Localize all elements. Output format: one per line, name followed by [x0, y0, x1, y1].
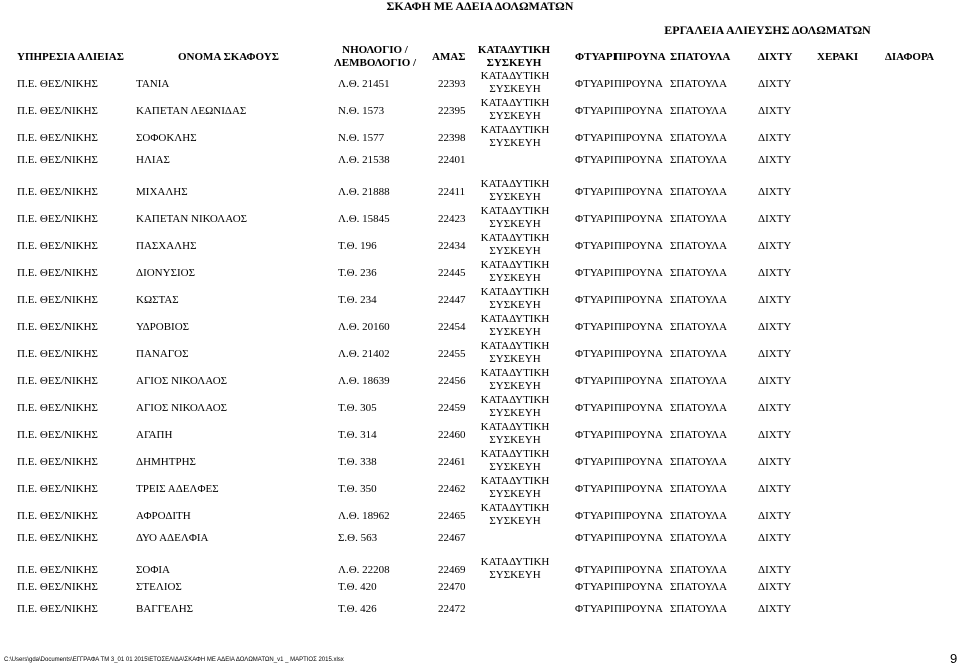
cell-tool-1: ΠΙΡΟΥΝΑ — [614, 348, 663, 360]
cell-tool-2: ΣΠΑΤΟΥΛΑ — [670, 483, 728, 495]
cell-diving-device-line1: ΚΑΤΑΔΥΤΙΚΗ — [480, 124, 550, 136]
footer-file-path: C:\Users\gda\Documents\ΕΓΓΡΑΦΑ ΤΜ 3_01 01 2015\ΕΤΟΣΕΛΙΔΑ\ΣΚΑΦΗ ΜΕ ΑΔΕΙΑ ΔΟΛΩΜΑΤΩΝ_v1 _ ΜΑΡΤΙΟΣ 2015.xlsx — [4, 657, 344, 663]
cell-tool-2: ΣΠΑΤΟΥΛΑ — [670, 375, 728, 387]
cell-tool-2: ΣΠΑΤΟΥΛΑ — [670, 581, 728, 593]
cell-registry: Ν.Θ. 1577 — [338, 132, 385, 144]
cell-tool-2: ΣΠΑΤΟΥΛΑ — [670, 154, 728, 166]
col-header-tool-0: ΦΤΥΑΡΙ — [575, 51, 617, 63]
cell-tool-2: ΣΠΑΤΟΥΛΑ — [670, 213, 728, 225]
cell-amas: 22401 — [438, 154, 466, 166]
col-header-tool-4: ΧΕΡΑΚΙ — [817, 51, 859, 63]
cell-registry: Λ.Θ. 21538 — [338, 154, 390, 166]
cell-service: Π.Ε. ΘΕΣ/ΝΙΚΗΣ — [17, 564, 98, 576]
cell-tool-3: ΔΙΧΤΥ — [758, 456, 792, 468]
col-header-tool-1: ΠΙΡΟΥΝΑ — [614, 51, 666, 63]
cell-diving-device-line2: ΣΥΣΚΕΥΗ — [489, 299, 541, 311]
cell-service: Π.Ε. ΘΕΣ/ΝΙΚΗΣ — [17, 186, 98, 198]
cell-amas: 22447 — [438, 294, 466, 306]
cell-diving-device-line2: ΣΥΣΚΕΥΗ — [489, 380, 541, 392]
cell-diving-device — [476, 205, 554, 231]
cell-diving-device-line2: ΣΥΣΚΕΥΗ — [489, 83, 541, 95]
table-row — [0, 259, 960, 287]
cell-diving-device — [476, 367, 554, 393]
cell-tool-1: ΠΙΡΟΥΝΑ — [614, 510, 663, 522]
cell-tool-1: ΠΙΡΟΥΝΑ — [614, 603, 663, 615]
cell-tool-0: ΦΤΥΑΡΙ — [575, 483, 614, 495]
cell-vessel-name: ΔΙΟΝΥΣΙΟΣ — [136, 267, 195, 279]
cell-service: Π.Ε. ΘΕΣ/ΝΙΚΗΣ — [17, 294, 98, 306]
cell-diving-device-line1: ΚΑΤΑΔΥΤΙΚΗ — [480, 178, 550, 190]
cell-amas: 22423 — [438, 213, 466, 225]
cell-registry: Τ.Θ. 420 — [338, 581, 377, 593]
page-title: ΣΚΑΦΗ ΜΕ ΑΔΕΙΑ ΔΟΛΩΜΑΤΩΝ — [386, 0, 574, 13]
cell-tool-1: ΠΙΡΟΥΝΑ — [614, 532, 663, 544]
cell-diving-device-line1: ΚΑΤΑΔΥΤΙΚΗ — [480, 70, 550, 82]
cell-tool-3: ΔΙΧΤΥ — [758, 132, 792, 144]
table-row — [0, 475, 960, 503]
cell-tool-3: ΔΙΧΤΥ — [758, 186, 792, 198]
table-row — [0, 151, 960, 179]
cell-tool-0: ΦΤΥΑΡΙ — [575, 564, 614, 576]
table-row — [0, 340, 960, 368]
cell-diving-device-line1: ΚΑΤΑΔΥΤΙΚΗ — [480, 205, 550, 217]
cell-vessel-name: ΔΥΟ ΑΔΕΛΦΙΑ — [136, 532, 209, 544]
cell-diving-device-line1: ΚΑΤΑΔΥΤΙΚΗ — [480, 313, 550, 325]
cell-registry: Σ.Θ. 563 — [338, 532, 378, 544]
cell-registry: Τ.Θ. 314 — [338, 429, 377, 441]
cell-vessel-name: ΔΗΜΗΤΡΗΣ — [136, 456, 196, 468]
cell-service: Π.Ε. ΘΕΣ/ΝΙΚΗΣ — [17, 510, 98, 522]
cell-tool-2: ΣΠΑΤΟΥΛΑ — [670, 321, 728, 333]
cell-service: Π.Ε. ΘΕΣ/ΝΙΚΗΣ — [17, 267, 98, 279]
cell-tool-3: ΔΙΧΤΥ — [758, 213, 792, 225]
cell-diving-device-line2: ΣΥΣΚΕΥΗ — [489, 326, 541, 338]
cell-diving-device — [476, 394, 554, 420]
cell-service: Π.Ε. ΘΕΣ/ΝΙΚΗΣ — [17, 429, 98, 441]
cell-diving-device-line1: ΚΑΤΑΔΥΤΙΚΗ — [480, 394, 550, 406]
cell-service: Π.Ε. ΘΕΣ/ΝΙΚΗΣ — [17, 581, 98, 593]
cell-registry: Λ.Θ. 22208 — [338, 564, 390, 576]
cell-tool-0: ΦΤΥΑΡΙ — [575, 213, 614, 225]
col-header-amas: ΑΜΑΣ — [432, 51, 466, 63]
cell-diving-device — [476, 232, 554, 258]
table-row — [0, 529, 960, 557]
cell-registry: Τ.Θ. 305 — [338, 402, 377, 414]
cell-diving-device-line2: ΣΥΣΚΕΥΗ — [489, 488, 541, 500]
table-row — [0, 421, 960, 449]
cell-vessel-name: ΑΦΡΟΔΙΤΗ — [136, 510, 191, 522]
cell-diving-device-line2: ΣΥΣΚΕΥΗ — [489, 137, 541, 149]
table-row — [0, 313, 960, 341]
cell-diving-device-line1: ΚΑΤΑΔΥΤΙΚΗ — [480, 232, 550, 244]
cell-tool-1: ΠΙΡΟΥΝΑ — [614, 78, 663, 90]
cell-tool-3: ΔΙΧΤΥ — [758, 532, 792, 544]
cell-tool-1: ΠΙΡΟΥΝΑ — [614, 186, 663, 198]
cell-registry: Τ.Θ. 236 — [338, 267, 377, 279]
cell-diving-device — [476, 448, 554, 474]
cell-diving-device-line2: ΣΥΣΚΕΥΗ — [489, 515, 541, 527]
cell-tool-1: ΠΙΡΟΥΝΑ — [614, 402, 663, 414]
cell-vessel-name: ΑΓΙΟΣ ΝΙΚΟΛΑΟΣ — [136, 375, 228, 387]
cell-vessel-name: ΣΟΦΟΚΛΗΣ — [136, 132, 197, 144]
table-row — [0, 600, 960, 628]
cell-tool-3: ΔΙΧΤΥ — [758, 402, 792, 414]
cell-tool-1: ΠΙΡΟΥΝΑ — [614, 267, 663, 279]
cell-service: Π.Ε. ΘΕΣ/ΝΙΚΗΣ — [17, 456, 98, 468]
cell-diving-device-line2: ΣΥΣΚΕΥΗ — [489, 110, 541, 122]
cell-tool-0: ΦΤΥΑΡΙ — [575, 581, 614, 593]
cell-diving-device-line1: ΚΑΤΑΔΥΤΙΚΗ — [480, 367, 550, 379]
cell-vessel-name: ΣΟΦΙΑ — [136, 564, 170, 576]
col-header-registry-line2: ΛΕΜΒΟΛΟΓΙΟ / — [333, 57, 417, 69]
cell-tool-3: ΔΙΧΤΥ — [758, 267, 792, 279]
cell-amas: 22393 — [438, 78, 466, 90]
cell-tool-3: ΔΙΧΤΥ — [758, 105, 792, 117]
cell-tool-1: ΠΙΡΟΥΝΑ — [614, 154, 663, 166]
cell-amas: 22470 — [438, 581, 466, 593]
cell-tool-0: ΦΤΥΑΡΙ — [575, 186, 614, 198]
cell-diving-device — [476, 313, 554, 339]
cell-tool-1: ΠΙΡΟΥΝΑ — [614, 213, 663, 225]
cell-registry: Τ.Θ. 426 — [338, 603, 377, 615]
cell-registry: Λ.Θ. 21888 — [338, 186, 390, 198]
cell-service: Π.Ε. ΘΕΣ/ΝΙΚΗΣ — [17, 402, 98, 414]
cell-vessel-name: ΑΓΙΟΣ ΝΙΚΟΛΑΟΣ — [136, 402, 228, 414]
cell-tool-3: ΔΙΧΤΥ — [758, 581, 792, 593]
cell-tool-0: ΦΤΥΑΡΙ — [575, 375, 614, 387]
cell-vessel-name: ΠΑΝΑΓΟΣ — [136, 348, 189, 360]
cell-tool-0: ΦΤΥΑΡΙ — [575, 321, 614, 333]
cell-diving-device — [476, 475, 554, 501]
cell-tool-2: ΣΠΑΤΟΥΛΑ — [670, 402, 728, 414]
cell-tool-2: ΣΠΑΤΟΥΛΑ — [670, 456, 728, 468]
cell-tool-0: ΦΤΥΑΡΙ — [575, 402, 614, 414]
cell-vessel-name: ΒΑΓΓΕΛΗΣ — [136, 603, 194, 615]
cell-diving-device-line1: ΚΑΤΑΔΥΤΙΚΗ — [480, 259, 550, 271]
cell-tool-1: ΠΙΡΟΥΝΑ — [614, 581, 663, 593]
cell-diving-device-line1: ΚΑΤΑΔΥΤΙΚΗ — [480, 556, 550, 568]
cell-tool-3: ΔΙΧΤΥ — [758, 294, 792, 306]
cell-vessel-name: ΚΑΠΕΤΑΝ ΝΙΚΟΛΑΟΣ — [136, 213, 248, 225]
cell-tool-1: ΠΙΡΟΥΝΑ — [614, 240, 663, 252]
cell-amas: 22456 — [438, 375, 466, 387]
cell-vessel-name: ΚΩΣΤΑΣ — [136, 294, 179, 306]
cell-tool-0: ΦΤΥΑΡΙ — [575, 456, 614, 468]
page-number: 9 — [950, 651, 958, 666]
cell-amas: 22395 — [438, 105, 466, 117]
cell-tool-1: ΠΙΡΟΥΝΑ — [614, 375, 663, 387]
cell-tool-2: ΣΠΑΤΟΥΛΑ — [670, 294, 728, 306]
cell-tool-1: ΠΙΡΟΥΝΑ — [614, 105, 663, 117]
cell-vessel-name: ΑΓΑΠΗ — [136, 429, 173, 441]
cell-tool-2: ΣΠΑΤΟΥΛΑ — [670, 186, 728, 198]
cell-tool-0: ΦΤΥΑΡΙ — [575, 429, 614, 441]
table-row — [0, 97, 960, 125]
cell-vessel-name: ΥΔΡΟΒΙΟΣ — [136, 321, 190, 333]
cell-amas: 22398 — [438, 132, 466, 144]
cell-vessel-name: ΠΑΣΧΑΛΗΣ — [136, 240, 197, 252]
cell-amas: 22459 — [438, 402, 466, 414]
table-row — [0, 205, 960, 233]
cell-tool-3: ΔΙΧΤΥ — [758, 483, 792, 495]
cell-tool-2: ΣΠΑΤΟΥΛΑ — [670, 105, 728, 117]
table-row — [0, 502, 960, 530]
cell-registry: Λ.Θ. 21402 — [338, 348, 390, 360]
cell-vessel-name: ΜΙΧΑΛΗΣ — [136, 186, 188, 198]
col-header-service: ΥΠΗΡΕΣΙΑ ΑΛΙΕΙΑΣ — [17, 51, 124, 63]
cell-diving-device-line1: ΚΑΤΑΔΥΤΙΚΗ — [480, 448, 550, 460]
cell-registry: Λ.Θ. 18962 — [338, 510, 390, 522]
cell-vessel-name: ΗΛΙΑΣ — [136, 154, 170, 166]
cell-diving-device-line1: ΚΑΤΑΔΥΤΙΚΗ — [480, 286, 550, 298]
cell-service: Π.Ε. ΘΕΣ/ΝΙΚΗΣ — [17, 105, 98, 117]
cell-diving-device — [476, 286, 554, 312]
cell-tool-0: ΦΤΥΑΡΙ — [575, 132, 614, 144]
cell-tool-1: ΠΙΡΟΥΝΑ — [614, 132, 663, 144]
cell-diving-device-line2: ΣΥΣΚΕΥΗ — [489, 191, 541, 203]
cell-tool-3: ΔΙΧΤΥ — [758, 510, 792, 522]
cell-diving-device — [476, 124, 554, 150]
cell-diving-device-line1: ΚΑΤΑΔΥΤΙΚΗ — [480, 475, 550, 487]
cell-tool-0: ΦΤΥΑΡΙ — [575, 154, 614, 166]
cell-tool-0: ΦΤΥΑΡΙ — [575, 532, 614, 544]
table-row — [0, 232, 960, 260]
cell-tool-3: ΔΙΧΤΥ — [758, 429, 792, 441]
cell-tool-0: ΦΤΥΑΡΙ — [575, 240, 614, 252]
cell-diving-device-line2: ΣΥΣΚΕΥΗ — [489, 461, 541, 473]
cell-service: Π.Ε. ΘΕΣ/ΝΙΚΗΣ — [17, 213, 98, 225]
cell-tool-0: ΦΤΥΑΡΙ — [575, 105, 614, 117]
cell-service: Π.Ε. ΘΕΣ/ΝΙΚΗΣ — [17, 603, 98, 615]
table-row — [0, 394, 960, 422]
cell-service: Π.Ε. ΘΕΣ/ΝΙΚΗΣ — [17, 154, 98, 166]
cell-amas: 22465 — [438, 510, 466, 522]
cell-tool-0: ΦΤΥΑΡΙ — [575, 267, 614, 279]
cell-service: Π.Ε. ΘΕΣ/ΝΙΚΗΣ — [17, 78, 98, 90]
table-row — [0, 367, 960, 395]
cell-service: Π.Ε. ΘΕΣ/ΝΙΚΗΣ — [17, 375, 98, 387]
cell-service: Π.Ε. ΘΕΣ/ΝΙΚΗΣ — [17, 483, 98, 495]
cell-tool-2: ΣΠΑΤΟΥΛΑ — [670, 429, 728, 441]
col-header-device-line1: ΚΑΤΑΔΥΤΙΚΗ — [477, 44, 551, 56]
cell-registry: Λ.Θ. 21451 — [338, 78, 390, 90]
col-header-registry — [330, 44, 420, 70]
cell-service: Π.Ε. ΘΕΣ/ΝΙΚΗΣ — [17, 532, 98, 544]
cell-service: Π.Ε. ΘΕΣ/ΝΙΚΗΣ — [17, 321, 98, 333]
col-header-registry-line1: ΝΗΟΛΟΓΙΟ / — [342, 44, 408, 56]
cell-tool-3: ΔΙΧΤΥ — [758, 564, 792, 576]
cell-service: Π.Ε. ΘΕΣ/ΝΙΚΗΣ — [17, 348, 98, 360]
cell-tool-3: ΔΙΧΤΥ — [758, 321, 792, 333]
cell-tool-0: ΦΤΥΑΡΙ — [575, 510, 614, 522]
table-row — [0, 124, 960, 152]
cell-tool-1: ΠΙΡΟΥΝΑ — [614, 321, 663, 333]
cell-vessel-name: ΤΡΕΙΣ ΑΔΕΛΦΕΣ — [136, 483, 219, 495]
cell-registry: Λ.Θ. 15845 — [338, 213, 390, 225]
table-row — [0, 448, 960, 476]
cell-diving-device-line2: ΣΥΣΚΕΥΗ — [489, 353, 541, 365]
cell-tool-2: ΣΠΑΤΟΥΛΑ — [670, 603, 728, 615]
cell-tool-2: ΣΠΑΤΟΥΛΑ — [670, 348, 728, 360]
cell-diving-device — [476, 178, 554, 204]
cell-diving-device-line2: ΣΥΣΚΕΥΗ — [489, 218, 541, 230]
table-row — [0, 70, 960, 98]
cell-tool-2: ΣΠΑΤΟΥΛΑ — [670, 267, 728, 279]
cell-tool-0: ΦΤΥΑΡΙ — [575, 348, 614, 360]
cell-registry: Τ.Θ. 338 — [338, 456, 377, 468]
cell-registry: Τ.Θ. 196 — [338, 240, 377, 252]
cell-amas: 22462 — [438, 483, 466, 495]
cell-diving-device — [476, 97, 554, 123]
cell-amas: 22469 — [438, 564, 466, 576]
cell-registry: Τ.Θ. 350 — [338, 483, 377, 495]
cell-diving-device-line2: ΣΥΣΚΕΥΗ — [489, 272, 541, 284]
cell-amas: 22411 — [438, 186, 466, 198]
cell-diving-device — [476, 259, 554, 285]
cell-tool-2: ΣΠΑΤΟΥΛΑ — [670, 132, 728, 144]
cell-vessel-name: ΚΑΠΕΤΑΝ ΛΕΩΝΙΔΑΣ — [136, 105, 247, 117]
col-header-tool-3: ΔΙΧΤΥ — [758, 51, 793, 63]
cell-diving-device-line2: ΣΥΣΚΕΥΗ — [489, 569, 541, 581]
cell-tool-0: ΦΤΥΑΡΙ — [575, 78, 614, 90]
cell-diving-device-line1: ΚΑΤΑΔΥΤΙΚΗ — [480, 340, 550, 352]
cell-tool-1: ΠΙΡΟΥΝΑ — [614, 456, 663, 468]
cell-service: Π.Ε. ΘΕΣ/ΝΙΚΗΣ — [17, 240, 98, 252]
tools-group-header: ΕΡΓΑΛΕΙΑ ΑΛΙΕΥΣΗΣ ΔΟΛΩΜΑΤΩΝ — [664, 23, 871, 37]
cell-tool-3: ΔΙΧΤΥ — [758, 154, 792, 166]
cell-diving-device — [476, 502, 554, 528]
col-header-tool-2: ΣΠΑΤΟΥΛΑ — [670, 51, 731, 63]
table-row — [0, 286, 960, 314]
col-header-name: ΟΝΟΜΑ ΣΚΑΦΟΥΣ — [178, 51, 279, 63]
cell-diving-device — [476, 340, 554, 366]
cell-registry: Λ.Θ. 18639 — [338, 375, 390, 387]
cell-tool-2: ΣΠΑΤΟΥΛΑ — [670, 564, 728, 576]
cell-vessel-name: ΣΤΕΛΙΟΣ — [136, 581, 182, 593]
cell-tool-2: ΣΠΑΤΟΥΛΑ — [670, 510, 728, 522]
cell-tool-3: ΔΙΧΤΥ — [758, 375, 792, 387]
cell-amas: 22445 — [438, 267, 466, 279]
cell-tool-1: ΠΙΡΟΥΝΑ — [614, 294, 663, 306]
cell-amas: 22467 — [438, 532, 466, 544]
cell-tool-3: ΔΙΧΤΥ — [758, 348, 792, 360]
cell-diving-device-line2: ΣΥΣΚΕΥΗ — [489, 245, 541, 257]
cell-diving-device — [476, 70, 554, 96]
cell-tool-0: ΦΤΥΑΡΙ — [575, 603, 614, 615]
cell-amas: 22460 — [438, 429, 466, 441]
cell-diving-device-line1: ΚΑΤΑΔΥΤΙΚΗ — [480, 97, 550, 109]
cell-amas: 22434 — [438, 240, 466, 252]
cell-tool-1: ΠΙΡΟΥΝΑ — [614, 564, 663, 576]
col-header-device-line2: ΣΥΣΚΕΥΗ — [486, 57, 542, 69]
cell-tool-2: ΣΠΑΤΟΥΛΑ — [670, 78, 728, 90]
cell-tool-2: ΣΠΑΤΟΥΛΑ — [670, 532, 728, 544]
cell-tool-2: ΣΠΑΤΟΥΛΑ — [670, 240, 728, 252]
cell-registry: Τ.Θ. 234 — [338, 294, 377, 306]
cell-diving-device-line2: ΣΥΣΚΕΥΗ — [489, 434, 541, 446]
cell-diving-device-line2: ΣΥΣΚΕΥΗ — [489, 407, 541, 419]
cell-vessel-name: ΤΑΝΙΑ — [136, 78, 170, 90]
cell-amas: 22455 — [438, 348, 466, 360]
col-header-device — [474, 44, 554, 70]
cell-amas: 22454 — [438, 321, 466, 333]
cell-amas: 22461 — [438, 456, 466, 468]
cell-diving-device-line1: ΚΑΤΑΔΥΤΙΚΗ — [480, 421, 550, 433]
cell-diving-device-line1: ΚΑΤΑΔΥΤΙΚΗ — [480, 502, 550, 514]
cell-amas: 22472 — [438, 603, 466, 615]
cell-tool-1: ΠΙΡΟΥΝΑ — [614, 429, 663, 441]
col-header-tool-5: ΔΙΑΦΟΡΑ — [885, 51, 935, 63]
table-row — [0, 178, 960, 206]
cell-service: Π.Ε. ΘΕΣ/ΝΙΚΗΣ — [17, 132, 98, 144]
cell-tool-3: ΔΙΧΤΥ — [758, 78, 792, 90]
cell-diving-device — [476, 421, 554, 447]
cell-tool-3: ΔΙΧΤΥ — [758, 603, 792, 615]
cell-tool-3: ΔΙΧΤΥ — [758, 240, 792, 252]
cell-tool-1: ΠΙΡΟΥΝΑ — [614, 483, 663, 495]
cell-registry: Ν.Θ. 1573 — [338, 105, 385, 117]
cell-registry: Λ.Θ. 20160 — [338, 321, 390, 333]
cell-tool-0: ΦΤΥΑΡΙ — [575, 294, 614, 306]
